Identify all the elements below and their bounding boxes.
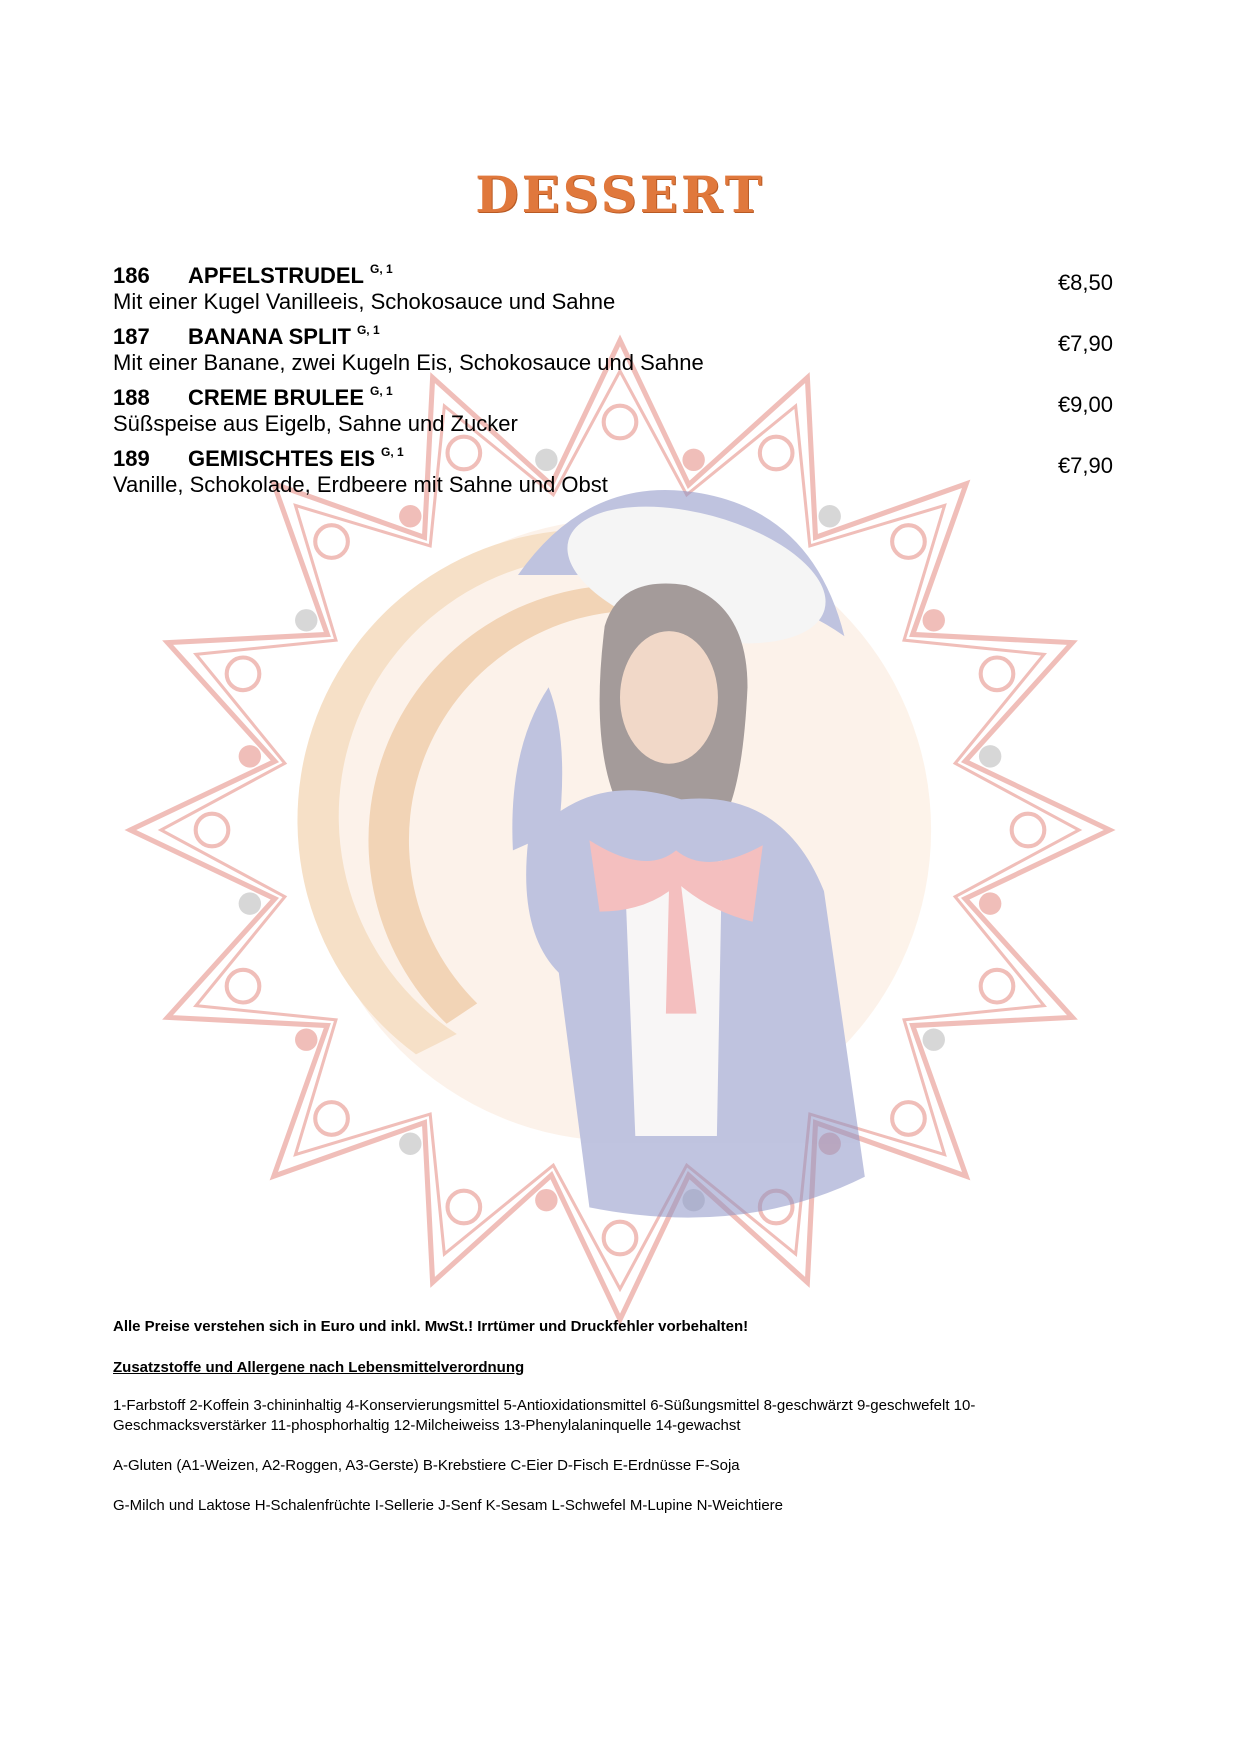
item-description: Vanille, Schokolade, Erdbeere mit Sahne und Obst — [113, 472, 608, 497]
item-name: BANANA SPLIT — [188, 324, 351, 349]
allergens-legend-2: G-Milch und Laktose H-Schalenfrüchte I-Sellerie J-Senf K-Sesam L-Schwefel M-Lupine N-Weichtiere — [113, 1497, 783, 1514]
item-price: €9,00 — [1057, 392, 1113, 417]
allergen-codes: G, 1 — [381, 445, 404, 459]
item-name: APFELSTRUDEL — [188, 263, 364, 288]
price-note: Alle Preise verstehen sich in Euro und inkl. MwSt.! Irrtümer und Druckfehler vorbehalten! — [113, 1318, 749, 1335]
item-number: 186 — [113, 263, 150, 288]
item-name: CREME BRULEE — [188, 385, 365, 410]
dessert-list — [113, 256, 1113, 500]
menu-item — [113, 317, 1113, 378]
page-title: DESSERT — [475, 165, 765, 224]
item-description: Süßspeise aus Eigelb, Sahne und Zucker — [113, 411, 518, 436]
additives-legend: 1-Farbstoff 2-Koffein 3-chininhaltig 4-Konservierungsmittel 5-Antioxidationsmittel 6-Süßungsmittel 8-geschwärzt 9-geschwefelt 10-Geschmacksverstärker 11-phosphorhaltig 12-Milcheiweiss 13-Phenylalaninquelle 14-gewachst — [113, 1397, 976, 1434]
allergen-codes: G, 1 — [370, 384, 393, 398]
item-price: €7,90 — [1057, 453, 1113, 478]
allergens-legend-1: A-Gluten (A1-Weizen, A2-Roggen, A3-Gerste) B-Krebstiere C-Eier D-Fisch E-Erdnüsse F-Soja — [113, 1457, 740, 1474]
item-number: 188 — [113, 385, 150, 410]
item-number: 187 — [113, 324, 150, 349]
menu-item — [113, 378, 1113, 439]
item-number: 189 — [113, 446, 150, 471]
item-price: €7,90 — [1057, 331, 1113, 356]
item-name: GEMISCHTES EIS — [188, 446, 376, 471]
item-description: Mit einer Banane, zwei Kugeln Eis, Schokosauce und Sahne — [113, 350, 704, 375]
item-description: Mit einer Kugel Vanilleeis, Schokosauce und Sahne — [113, 289, 616, 314]
allergen-codes: G, 1 — [356, 323, 380, 337]
item-price: €8,50 — [1057, 270, 1113, 295]
menu-item — [113, 256, 1113, 317]
allergen-codes: G, 1 — [370, 262, 393, 276]
menu-footer — [113, 1318, 1133, 1516]
menu-item — [113, 439, 1113, 500]
allergen-heading: Zusatzstoffe und Allergene nach Lebensmittelverordnung — [113, 1359, 525, 1376]
